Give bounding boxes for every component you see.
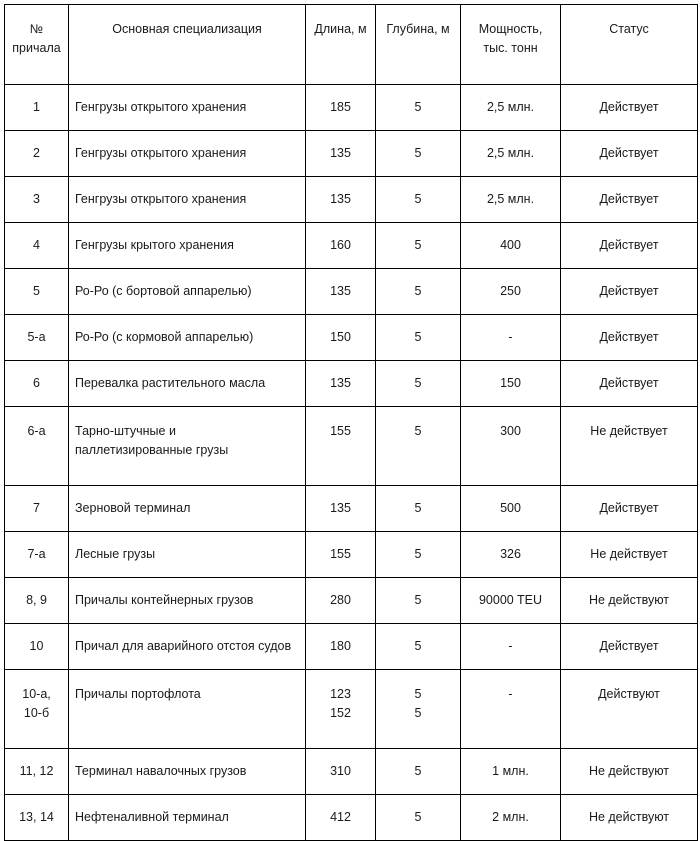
header-berth-number-line: причала: [12, 41, 61, 55]
cell-depth: [376, 749, 461, 795]
cell-status: Действует: [561, 624, 698, 670]
header-depth: Глубина, м: [376, 5, 461, 85]
cell-specialization-line: Нефтеналивной терминал: [75, 810, 229, 824]
cell-length: [306, 407, 376, 486]
cell-length-line: 155: [330, 547, 351, 561]
header-berth-number: [5, 5, 69, 85]
cell-berth-number-line: 10-б: [23, 706, 50, 720]
header-length: Длина, м: [306, 5, 376, 85]
cell-depth: [376, 670, 461, 749]
cell-depth-line: 5: [414, 810, 422, 824]
cell-specialization: [69, 624, 306, 670]
header-status: Статус: [561, 5, 698, 85]
cell-specialization: [69, 486, 306, 532]
cell-specialization: [69, 407, 306, 486]
cell-depth-line: 5: [414, 192, 422, 206]
cell-length: [306, 223, 376, 269]
cell-berth-number-line: 5: [33, 284, 40, 298]
cell-length: [306, 670, 376, 749]
cell-length-line: 310: [330, 764, 351, 778]
cell-length-line: 152: [330, 706, 351, 720]
cell-berth-number-line: 7: [33, 501, 40, 515]
cell-depth-line: 5: [414, 100, 422, 114]
cell-depth-line: 5: [414, 376, 422, 390]
table-row: [5, 177, 698, 223]
table-row: [5, 795, 698, 841]
cell-berth-number-line: 13, 14: [19, 810, 54, 824]
cell-depth-line: 5: [414, 639, 422, 653]
table-row: [5, 131, 698, 177]
cell-length: [306, 269, 376, 315]
cell-capacity: -: [461, 315, 561, 361]
cell-depth: [376, 407, 461, 486]
cell-berth-number: [5, 795, 69, 841]
cell-length-line: 123: [330, 687, 351, 701]
cell-status: Не действует: [561, 532, 698, 578]
cell-specialization-line: Тарно-штучные и: [75, 424, 176, 438]
cell-specialization-line: Ро-Ро (с кормовой аппарелью): [75, 330, 254, 344]
cell-length-line: 160: [330, 238, 351, 252]
cell-length: [306, 486, 376, 532]
cell-capacity: 1 млн.: [461, 749, 561, 795]
cell-specialization-line: Лесные грузы: [75, 547, 156, 561]
header-berth-number-line: №: [29, 22, 44, 36]
cell-status: Не действуют: [561, 749, 698, 795]
header-specialization: Основная специализация: [69, 5, 306, 85]
cell-berth-number-line: 2: [33, 146, 40, 160]
cell-capacity: 300: [461, 407, 561, 486]
cell-specialization: [69, 578, 306, 624]
cell-capacity: 2 млн.: [461, 795, 561, 841]
cell-berth-number: [5, 315, 69, 361]
cell-berth-number: [5, 131, 69, 177]
cell-specialization: [69, 749, 306, 795]
cell-status: Действует: [561, 315, 698, 361]
cell-specialization-line: Причалы портофлота: [75, 687, 201, 701]
cell-length-line: 135: [330, 376, 351, 390]
cell-specialization: [69, 795, 306, 841]
cell-specialization-line: Генгрузы крытого хранения: [75, 238, 234, 252]
cell-specialization: [69, 361, 306, 407]
cell-depth: [376, 85, 461, 131]
cell-status: Действует: [561, 85, 698, 131]
table-row: [5, 85, 698, 131]
cell-length-line: 150: [330, 330, 351, 344]
cell-specialization-line: Зерновой терминал: [75, 501, 191, 515]
cell-length: [306, 361, 376, 407]
cell-berth-number-line: 4: [33, 238, 40, 252]
cell-depth: [376, 131, 461, 177]
cell-specialization-line: Генгрузы открытого хранения: [75, 146, 247, 160]
cell-berth-number: [5, 578, 69, 624]
cell-berth-number: [5, 532, 69, 578]
cell-capacity: 500: [461, 486, 561, 532]
cell-depth-line: 5: [414, 238, 422, 252]
cell-berth-number: [5, 223, 69, 269]
cell-depth: [376, 315, 461, 361]
cell-depth: [376, 269, 461, 315]
cell-length: [306, 177, 376, 223]
cell-depth: [376, 578, 461, 624]
cell-status: Действует: [561, 177, 698, 223]
cell-specialization: [69, 670, 306, 749]
cell-status: Действует: [561, 223, 698, 269]
cell-status: Действует: [561, 361, 698, 407]
cell-length: [306, 532, 376, 578]
table-row: [5, 315, 698, 361]
cell-specialization: [69, 177, 306, 223]
cell-length: [306, 131, 376, 177]
cell-length: [306, 624, 376, 670]
cell-specialization: [69, 315, 306, 361]
cell-depth: [376, 361, 461, 407]
table-row: [5, 486, 698, 532]
cell-capacity: -: [461, 670, 561, 749]
header-capacity-line: тыс. тонн: [483, 41, 538, 55]
cell-depth: [376, 486, 461, 532]
cell-berth-number: [5, 85, 69, 131]
cell-status: Действует: [561, 486, 698, 532]
cell-depth-line: 5: [414, 764, 422, 778]
cell-status: Действуют: [561, 670, 698, 749]
table-row: [5, 532, 698, 578]
table-row: [5, 578, 698, 624]
cell-specialization: [69, 532, 306, 578]
cell-length-line: 135: [330, 146, 351, 160]
cell-length-line: 185: [330, 100, 351, 114]
table-row: [5, 361, 698, 407]
cell-length: [306, 85, 376, 131]
header-capacity-line: Мощность,: [478, 22, 543, 36]
berths-table: [4, 4, 698, 841]
cell-depth: [376, 795, 461, 841]
cell-length-line: 155: [330, 424, 351, 438]
cell-depth: [376, 177, 461, 223]
cell-depth-line: 5: [414, 706, 422, 720]
cell-length: [306, 795, 376, 841]
cell-status: Действует: [561, 269, 698, 315]
cell-capacity: -: [461, 624, 561, 670]
header-capacity: [461, 5, 561, 85]
cell-depth-line: 5: [414, 146, 422, 160]
cell-specialization-line: паллетизированные грузы: [75, 443, 229, 457]
cell-capacity: 400: [461, 223, 561, 269]
table-row: [5, 407, 698, 486]
cell-specialization-line: Терминал навалочных грузов: [75, 764, 247, 778]
cell-berth-number: [5, 269, 69, 315]
cell-depth: [376, 624, 461, 670]
cell-capacity: 2,5 млн.: [461, 131, 561, 177]
cell-depth-line: 5: [414, 547, 422, 561]
cell-length: [306, 315, 376, 361]
cell-berth-number-line: 6: [33, 376, 40, 390]
cell-length: [306, 578, 376, 624]
cell-berth-number: [5, 670, 69, 749]
cell-specialization-line: Перевалка растительного масла: [75, 376, 266, 390]
cell-berth-number: [5, 624, 69, 670]
table-row: [5, 749, 698, 795]
cell-status: Действует: [561, 131, 698, 177]
cell-berth-number-line: 3: [33, 192, 40, 206]
cell-depth-line: 5: [414, 687, 422, 701]
cell-berth-number: [5, 749, 69, 795]
table-row: [5, 269, 698, 315]
cell-depth-line: 5: [414, 593, 422, 607]
cell-specialization: [69, 223, 306, 269]
cell-berth-number-line: 8, 9: [26, 593, 47, 607]
cell-length-line: 135: [330, 501, 351, 515]
cell-specialization-line: Причал для аварийного отстоя судов: [75, 639, 292, 653]
cell-berth-number-line: 11, 12: [19, 764, 54, 778]
cell-berth-number-line: 5-а: [27, 330, 46, 344]
cell-length: [306, 749, 376, 795]
cell-specialization: [69, 85, 306, 131]
cell-berth-number: [5, 407, 69, 486]
cell-length-line: 135: [330, 192, 351, 206]
cell-capacity: 326: [461, 532, 561, 578]
cell-specialization-line: Генгрузы открытого хранения: [75, 100, 247, 114]
cell-depth-line: 5: [414, 501, 422, 515]
cell-berth-number: [5, 361, 69, 407]
cell-capacity: 2,5 млн.: [461, 85, 561, 131]
cell-berth-number-line: 6-а: [27, 424, 46, 438]
cell-capacity: 90000 TEU: [461, 578, 561, 624]
cell-specialization-line: Генгрузы открытого хранения: [75, 192, 247, 206]
table-row: [5, 670, 698, 749]
cell-length-line: 180: [330, 639, 351, 653]
table-row: [5, 223, 698, 269]
cell-berth-number-line: 10-а,: [22, 687, 51, 701]
cell-depth: [376, 223, 461, 269]
cell-berth-number: [5, 486, 69, 532]
cell-specialization: [69, 131, 306, 177]
cell-depth-line: 5: [414, 424, 422, 438]
cell-depth: [376, 532, 461, 578]
cell-specialization-line: Причалы контейнерных грузов: [75, 593, 254, 607]
cell-depth-line: 5: [414, 284, 422, 298]
cell-berth-number-line: 10: [29, 639, 44, 653]
cell-berth-number-line: 7-а: [27, 547, 46, 561]
cell-status: Не действуют: [561, 578, 698, 624]
cell-berth-number-line: 1: [33, 100, 40, 114]
cell-status: Не действует: [561, 407, 698, 486]
cell-specialization: [69, 269, 306, 315]
cell-length-line: 135: [330, 284, 351, 298]
cell-length-line: 412: [330, 810, 351, 824]
cell-specialization-line: Ро-Ро (с бортовой аппарелью): [75, 284, 252, 298]
cell-capacity: 150: [461, 361, 561, 407]
table-row: [5, 624, 698, 670]
cell-length-line: 280: [330, 593, 351, 607]
cell-capacity: 250: [461, 269, 561, 315]
cell-capacity: 2,5 млн.: [461, 177, 561, 223]
cell-status: Не действуют: [561, 795, 698, 841]
cell-depth-line: 5: [414, 330, 422, 344]
table-header-row: [5, 5, 698, 85]
cell-berth-number: [5, 177, 69, 223]
